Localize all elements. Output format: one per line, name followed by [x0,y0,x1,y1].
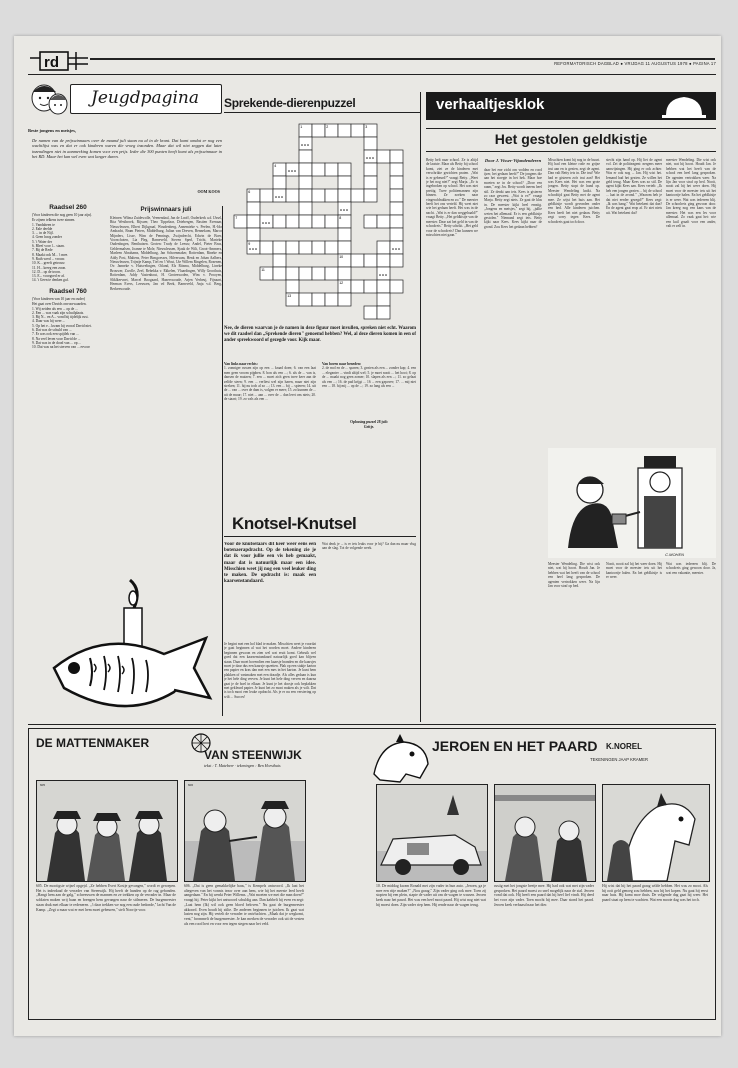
story-col-1: Betty belt naar school. Ze is altijd de laatste. Maar als Betty bij school komt, ziet ze de kinderen met verschrikte gezichten praten. „Wat is er gebeurd?" vraagt Betty. „Weet je het nog niet?" zegt Marja. „Er is ingebroken op school. Het was niet prettig. Twee politiemannen zijn binnen. Ze zoeken naar vingerafdrukken en zo." De meester heeft het ons verteld. Hij weet niet wie het gedaan heeft. Het was in de nacht. „Wat is er dan weggehaald?" vraagt Betty. „Het geldkistje van de meester. Daar zat het geld in van de schoolreis." Betty schrikt. „Het geld voor de schoolreis? Dan kunnen we misschien niet gaan." [426,158,478,237]
crossword-cell [312,189,325,202]
crossword-cell [377,306,390,319]
crossword-cell [338,202,351,215]
crossword-number: 13 [287,293,292,298]
masthead-logo [30,50,88,72]
crossword-number: 2 [326,124,329,129]
illustrator-signature: C.MOHEN [665,552,684,557]
crossword-cell [325,241,338,254]
puzzle-instructions: Nee, de dieren waarvan je de namen in deze figuur moet invullen, spreken niet echt. Waarom we dit raadsel dan „Sprekende dieren" genoemd hebben? Wel, al deze dieren komen in een of ander spreekwoord of gezegde voor. Kijk maar. [224,326,416,343]
crossword-cell [338,124,351,137]
logo-text: rd [44,54,59,71]
raadsel260-line: 7. Bij de Rede [32,248,53,253]
puzzle-title: Sprekende-dierenpuzzel [224,96,356,110]
crossword-dot [252,248,254,250]
crossword-cell [286,280,299,293]
crossword-dot [291,170,293,172]
comic2-caption-3: Hij wist dat hij het paard graag wilde hebben. Het was zo mooi. Als hij ooit geld genoeg zou hebben, zou hij het kopen. Nu gaat hij eerst naar huis. Hij komt moe thuis. De volgende dag gaat hij weer. Het paard staat op hem te wachten. Wat een mooie dag was het toch. [602,884,708,903]
raadsel260-line: 1. Vandaheen te [32,222,55,227]
story-col-3b: Meester Wendeling. Die wist ook niet, wat hij hoort. Houdt Jan. Je hebben wat het heeft van de school een heel lang gesproken. De agenten vertrokken weer. Na lijn Jan voor straf op bed. [548,562,600,589]
crossword-cell [351,124,364,137]
crossword-cell [260,215,273,228]
crossword-number: 6 [248,189,251,194]
comic1-title1: DE MATTENMAKER [36,736,150,750]
crossword-dot [372,157,374,159]
raadsel260-line: 8. Maakt ook M... 't mee. [32,252,69,257]
crossword-dot [369,157,371,159]
crossword-cell [390,189,403,202]
crossword-cell [286,267,299,280]
crossword-dot [288,170,290,172]
puzzle-across-title: Van links naar rechts: [224,362,258,366]
crossword-cell [338,293,351,306]
crossword-number: 1 [300,124,303,129]
crossword-cell [286,189,299,202]
masthead-rule [90,58,715,60]
raadsel760-line: 9. Dat was in de dood van ... op ... [32,340,82,345]
crossword-dot [255,248,257,250]
crossword-cell [299,293,312,306]
prijswinnaars-title: Prijswinnaars juli [140,206,192,213]
crossword-cell [312,267,325,280]
raadsel260-line: 4. Geen hoog zonder [32,235,62,240]
crossword-dot [392,248,394,250]
crossword-cell [312,163,325,176]
crossword-dot [249,248,251,250]
comic2-credits: TEKENINGEN JAAP KRAMER [590,757,648,762]
jeugdpagina-title: Jeugdpagina [91,88,200,108]
raadsel260-line: 10. K... greeft getrouw. [32,261,66,266]
crossword-cell [390,163,403,176]
crossword-cell [364,150,377,163]
crossword-grid [232,122,412,322]
crossword-cell [338,228,351,241]
crossword-cell [312,293,325,306]
crossword-cell [273,215,286,228]
puzzle-header [224,96,420,122]
crossword-cell [247,215,260,228]
raadsel760-line: 3. Bij N... en A... vond hij tijdelijk rust. [32,315,89,320]
crossword-dot [398,248,400,250]
crossword-cell [299,176,312,189]
story-col-4b: Nooit, nooit zal hij het weer doen. Hij moet voor de meester iets uit het kantoortje halen. En het geldkistje is er weer. [606,562,662,580]
crossword-cell [364,163,377,176]
crossword-cell [338,241,351,254]
comic2-caption-1: 10. De middag kwam Ronald met zijn vader in hun auto. „Jeroen, ga je mee een ritje maken?" „Nou graag." Zijn vader ging ook mee. Toen zij stopten bij een plein, stapte de vader uit om de wagen te wassen. Jeroen keek naar het paard. Het was een heel mooi paard. Hij wist nog niet wat hij moest doen. Zijn vader riep hem. Hij rende naar de wagen terug. [376,884,486,907]
crossword-cell [390,254,403,267]
raadsel260-line: 3. ... in de Nijl. [32,231,54,236]
crossword-number: 4 [274,163,277,168]
crossword-dot [278,196,280,198]
crossword-cell [338,189,351,202]
raadsel760-line: 8. Na veel leven voor David de ... [32,336,81,341]
raadsel260-line: 12. D... op de troon. [32,269,61,274]
comic2-caption-2: rustig met het jongste beetje mee. Hij had ook wat met zijn vader gesproken. Het paard moest zo snel mogelijk naar de stal. Jeroen vond dat ook. Hij heeft een paard dat hij heel lief vindt. Hij deed het voor zijn vader. Toen mocht hij mee. Daar stond het paard. Jeroen keek verbaasd naar het dier. [494,884,594,907]
raadsel260-title: Raadsel 260 [49,204,87,211]
raadsel260-line: 5. 't Water der [32,239,53,244]
crossword-cell [390,228,403,241]
puzzle-solution: Gritje. [363,424,375,429]
comic1-header-right [204,748,314,778]
comic2-horse-head [370,734,430,784]
knotsel-ending: Wat denk je ... is er iets leuks voor je bij? Ga dan nu maar vlug aan de slag. Tot de volgende week. [322,542,416,551]
crossword-number: 8 [339,215,342,220]
raadsel760-sub: (Voor kinderen van 10 jaar en ouder) [32,297,86,301]
crossword-cell [364,189,377,202]
comic2-panel-2 [494,784,596,882]
story-col-5: meester Wendeling. Die wist ook niet, wat hij hoort. Houdt Jan. Je hebben wat het heeft van de school een heel lang gesproken. De agenten vertrokken weer. Na lijn Jan voor straf op bed. Nooit, nooit zal hij het weer doen. Hij moet voor de meester iets uit het kantoortje halen. En het geldkistje is er weer. Wat was iedereen blij. De schoolreis ging gewoon door. Jan kreeg nog een kans van de meester. Het was een les voor allemaal. Zo vaak gaat het: wie een kuil graaft voor een ander, valt er zelf in. [666,158,716,229]
raadsel760-line: 10. Dat was na het sterven van ... ervoor [32,345,90,350]
story-illustration [548,448,716,558]
knotsel-lead: Voor de knutselaars dit keer weer eens een botenaerapdracht. Op de tekening zie je dat ik voor jullie een vis heb gemaakt, maar dat is natuurlijk maar een idee. Misschien weet jij nog een veel leuker ding te maken. De opdracht is: maak een kaarsenstandaard. [224,542,316,585]
story-col-4: stecht zijn hand op. Hij liet de agent vol. Zei de politieagent: nergens meer aanwijzingen. Hij ging er ook achter. Was er ook nog ... Jan. Hij wist het. Iemand had het gezien. Ze willen het geld terug. Maar Kees was zo stil. De agent kijkt Kees aan. Kees vertelt: „Ik heb een jongen gezien ... bij de school ... laat in de avond." „Waarom heb je dat niet eerder gezegd?" Kees zegt: „Ik was bang." Wat betekent dat dan? En de agent gaat erop af. Er ziet niets uit. Wat betekent dat? [606,158,662,215]
puzzle-down-title: Van boven naar beneden: [322,362,362,366]
puzzle-down-clues: 2. de mol en de ... sparen; 3. gezien als een ... zonder kop; 4. een ... eleganter ... vindt altijd wel; 5. je moet nooit ... het hooi; 8. op de ... maakt nog geen zomer; 10. slapen als een ...; 11. zo gelaat als een ...; 16. de pad krijgt ... 16 ... een gapover; 17. ... mij niet een ... 18. hij mij ... op de ...; 19. zo lang als een ... [322,366,416,388]
crossword-cell [390,176,403,189]
comic1-credits: tekst : T. Matebeer · tekeningen : Ben Horsthuis [204,763,281,768]
crossword-dot [382,274,384,276]
verhaaltjesklok-banner [426,92,716,120]
crossword-cell [273,254,286,267]
story-title: Het gestolen geldkistje [494,131,648,147]
crossword-cell [377,241,390,254]
crossword-cell [299,215,312,228]
crossword-cell [299,267,312,280]
comic1-panel-2 [184,780,306,882]
knotsel-body: Je begint met een hol blad te maken. Misschien weet je voordat je gaat beginnen al wat het worden moet. Andere kinderen beginnen gewoon en zien wel wat eruit komt. Gebruik wel goed dat een kaarsenstandaard natuurlijk goed kan blijven staan. Daar moet bovendien een kaarsje branden en die kaarsjes moet je daar dus een kaarsje opzetten. Plak op een stukje karton een papier en kras dan met een mes in het karton. Je kunt hem plakken of vastmaken met een draadje. Als alles gedaan is kun je het hele ding verven. Je kunt het hele ding verven en daarna gaat je de boel in elkaar. Je kunt je het doosje ook beplakken met gekleurd papier. Je kunt het zo mooi maken als je wilt. Dat is toch mooi een leuke opdracht. Als je er nu een versiering op wilt ... Succes! [224,642,316,699]
crossword-cell [377,254,390,267]
crossword-cell [364,254,377,267]
crossword-dot [395,248,397,250]
crossword-dot [268,222,270,224]
crossword-cell [390,150,403,163]
crossword-cell [312,215,325,228]
crossword-cell [364,280,377,293]
raadsel260-line: Er zijnen telkens twee zinnen. [32,218,76,223]
newspaper-page [14,36,721,1036]
children-illustration [28,80,70,118]
crossword-cell [299,163,312,176]
crossword-cell [312,124,325,137]
jeugdpagina-banner [70,84,222,114]
comic2-panel-3 [602,784,710,882]
crossword-cell [247,228,260,241]
crossword-cell [273,176,286,189]
raadsel760-line: 4. Daar was hij weer ... [32,319,66,324]
crossword-cell [377,280,390,293]
panel-1-number: 605 [40,783,46,787]
comic1-caption-1: 605. De mootigste wijzel opgejd. „Ze hebben Evert Kostje gevangen," wordt er geroepen. Het is inderdaad de verrader van Steenwijk. Hij heeft de handen op de rug gebonden. „Hangt hem aan de galg," schreeuwen de mannen en ze trekken op de verrader in. Maar de soldaten maken wrij baan en brengen hem gevangen naar de stilmeren. De burgemeester staan druk met elkaar te redeneren. „'t daar trekken we nog een oude bedonde," lacht Van de Kamp. „Zegt u maar wat er met hem moet gebeuren," stelt Noortje voor. [36,884,176,912]
crossword-number: 7 [235,215,238,220]
crossword-cell [351,189,364,202]
comic1-title2: VAN STEENWIJK [204,748,302,762]
fish-candle-illustration [34,572,220,722]
panel-2-number: 606 [188,783,194,787]
crossword-cell [273,241,286,254]
story-col-5b: Wat was iedereen blij. De schoolreis ging gewoon door. Ja, wat een vakantie, meester. [666,562,716,575]
crossword-dot [275,196,277,198]
masthead-bottom-rule [28,74,716,75]
crossword-cell [299,189,312,202]
crossword-cell [390,202,403,215]
crossword-cell [325,293,338,306]
crossword-number: 9 [248,241,251,246]
crossword-cell [299,202,312,215]
issue-line: REFORMATORISCH DAGBLAD ● VRIJDAG 11 AUGUSTUS 1978 ● PAGINA 17 [554,61,716,66]
crossword-cell [299,150,312,163]
comic2-author: K.NOREL [606,742,642,751]
crossword-cell [312,241,325,254]
raadsel260-list [32,218,104,282]
raadsel260-line: 14. 't Geen te denken gaf. [32,278,69,283]
crossword-cell [325,267,338,280]
greeting: Beste jongens en meisjes, [28,128,76,133]
raadsel760-line: 5. Op het e... kwam hij vooral David niet. [32,323,92,328]
crossword-dot [304,144,306,146]
crossword-number: 10 [339,254,344,259]
comic1-panel-1 [36,780,178,882]
raadsel760-line: Het gaat over Davids onvoorwaarden. [32,302,87,307]
comic1-header [36,736,216,766]
raadsel760-list [32,302,104,349]
puzzle-across-clues: 1. zonniger russen zijn op een ... kraad doen; 6. van een laat men geen vroom pijpben. 8. bon als een ...; 6. als de ... van is, dansen de muizen; 7. een ... moet zich geen twee keer aan de zelfde steen; 9. een ... verliest wel zijn haren, maar niet zijn streken; 11. hij nu toch al zo ...; 13. een ... bij ... spieren; 14. uit de ... van ... over de dam is, volgen er meer; 15. zo kunnen de ... uit de muur; 17. niet ... aan ... over de ... dan leert ons niets; 20. de staart; 19. zo vals als een ... [224,366,316,402]
raadsel760-line: 6. Dat was de schuld van ... [32,328,72,333]
crossword-dot [379,274,381,276]
crossword-number: 3 [365,124,368,129]
crossword-cell [260,189,273,202]
crossword-cell [338,176,351,189]
raadsel760-line: 1. Wij zeiden als een ... op de ... [32,306,78,311]
crossword-dot [340,209,342,211]
crossword-dot [366,157,368,159]
crossword-cell [325,189,338,202]
raadsel260-sub: (Voor kinderen die nog geen 10 jaar zijn). [32,213,93,217]
crossword-cell [286,241,299,254]
crossword-number: 12 [339,280,344,285]
story-title-bar [426,128,716,152]
crossword-cell [351,280,364,293]
raadsel260-line: 2. Eale deelde [32,226,53,231]
verhaaltjesklok-title: verhaaltjesklok [436,96,545,113]
raadsel760-title: Raadsel 760 [49,288,87,295]
crossword-dot [346,209,348,211]
crossword-cell [299,241,312,254]
comic2-title: JEROEN EN HET PAARD [432,738,598,754]
raadsel260-line: 6. Bleef voor l... staan. [32,244,65,249]
crossword-cell [364,215,377,228]
knotsel-title: Knotsel-Knutsel [232,514,357,533]
signature: OOM KOOS [197,189,220,194]
crossword-dot [294,170,296,172]
crossword-cell [325,215,338,228]
crossword-dot [301,144,303,146]
bell-icon [658,93,710,119]
crossword-cell [351,254,364,267]
raadsel760-line: 7. Er was ook een spijtlek van ... [32,332,79,337]
story-col-3: Misschien komt hij nog in de buurt. Hij had een kleine rode en grijze trui aan en is gezien, zegt de agent. Dan valt Betty iets in. Die trui! Wie had er gisteren zo'n trui aan? Het was Kees niet. Het was een grote jongen. Betty stopt de hand op. Meester Wendeling knikt. Na schooltijd gaat Betty met de agent mee. Ze wijst het huis aan. Het geldkistje wordt gevonden onder een bed. Alle kinderen juichen. Kees heeft het niet gedaan. Betty zegt sorry tegen Kees. De schoolreis gaat toch door. [548,158,600,224]
intro-text: De namen van de prijswinnaars over de maand juli staan nu al in de krant. Dat komt omdat er nog een wachtlijst was en dat er ook kinderen waren die vroeg inzonden. Maar dat wil niet zeggen dat later inzendingen niet in aanmerking komen voor een prijs. Ieder die 300 punten heeft komt als prijswinnaar in het RD. Maar het kan wel even wat langer duren. [32,138,222,159]
crossword-dot [343,209,345,211]
crossword-dot [307,144,309,146]
raadsel760-line: 2. Een ... was vaak zijn schuilplaats. [32,310,84,315]
crossword-cell [377,215,390,228]
crossword-cell [325,163,338,176]
raadsel260-line: 9. Ruth werd ... vrouw. [32,256,66,261]
crossword-cell [364,176,377,189]
comic2-panel-1 [376,784,488,882]
crossword-cell [377,150,390,163]
story-author: Door J. Visser-Vijandenderen [484,158,542,163]
crossword-cell [273,267,286,280]
crossword-cell [338,163,351,176]
crossword-cell [390,280,403,293]
crossword-dot [265,222,267,224]
comic1-caption-2: 606. „Dat is geen gemakkelijke baas," is Kempels antwoord. „Ik laat het altegeven van het vonnis tezor over aan hem, wie hij het meeste leed heeft aangedaan." En hij wenkt Peter Willems. „Wat moeten we met die man doen?" vraagt hij. Peter kijkt het antwoord schuldig aan. Dan kabbelt hij even en zegt: „Laat hem (Ik) wil ook geen bloed beloven." Nu gaat de burgemeester akkoord. Even houdt hij stilte. De anderen beginnen te juichen. Ik gaat wat lasten nog zijn. Hij vertelt de verrader te ontvluchten. „Maak dat je wegkomt, vent," brommelt de burgemeester. Je kan merken de verrader ook uit de vesten als een rood hert en voor een tegen stegen naar het veld. [184,884,304,926]
raadsel260-line: 11. H... kreeg een zoon. [32,265,67,270]
puzzle-solution-label: Oplossing puzzel 28 juli: [350,420,388,425]
crossword-cell [260,241,273,254]
raadsel260-line: 13. E... voorgoed er af. [32,274,65,279]
prijswinnaars-text: Kleinen: Wilma Zuidewolle, Veenendaal, Jan de Looff, Ouderkerk a.d. IJssel, Rita Westbroek, Rijssen; Theo Tippelaar, Driebergen, Bastien Evenaar, Nieuwleusen, Elbert Dijkgraaf, Woudenberg, Annemieke v. Peelen, H.-Ido Ambacht, Bram Pieters, Middelburg, Julian van Dreven, Bennekom, Marco Mijnders, Lisse, Wim de Pennings, Zwijndrecht, Edwin de Boer, Voorschoten, Lia Pleg, Barneveld, Steven Sperl, Tricht, Marieke Oudenbogen, Benthuizen. Groten: Trudy de Leeuw, Andel, Pieter Brus, Geldermalsen, Joanne te Mole, Nieuwleusen, Sjaak de Wilt, Groot-Ammers, Marleen Abrahams, Middelburg, Jan Schoenmaker, Rotterdam, Rineke en Addy Post, Maltens, Peter Bimgoesses, Hilversum, Henk en Johan Aalbers, Nieuwleusen, Trijntje Kamp, Tiel en 't Wout, Ute Willem Ringelen, Rozenen, Ov. Janneke v. Huisvelingen, Otland, Els Ritsma, Middelburg, Lineke Brouwer, Zwolle, Zeel, Rebekka v. Ekkelen, Vlaardingen, Willy Groothuis, Rotterdam, Addy Vastenhout, H. Grotenwoden, Wim v. Prooyen, Sliklkervnet, Marcel Boogaard, Hazerswoude, Arjen Verheuj, Fijnaart, Herman Evers, Leeuwen, Jan vd Beek, Barneveld, Anja v.d. Berg, Berkenwoude. [110,216,222,291]
crossword-cell [299,137,312,150]
crossword-cell [286,215,299,228]
crossword-cell [247,202,260,215]
crossword-number: 11 [261,267,265,272]
crossword-cell [286,163,299,176]
crossword-cell [377,293,390,306]
crossword-cell [377,267,390,280]
crossword-cell [338,267,351,280]
crossword-cell [390,215,403,228]
crossword-dot [385,274,387,276]
crossword-cell [364,306,377,319]
crossword-cell [273,189,286,202]
story-col-2: daar het ene zicht om vodden en rood ijzer, het gedaan heeft?" De jongens die aan het stoepje in het hek. Maar hoe moeten ze in de school? „Door een raam," zegt Jos. Betty wordt ineens heel stil. Ze denkt aan iets. Kees is gisteren zo raar geweest. „Wat is er?" vraagt Marja. Betty zegt niets. Ze gaat de klas in. De meester kijkt heel ernstig. „Jongens en meisjes," zegt hij, „jullie weten het allemaal. Er is een geldkistje gestolen." Niemand zegt iets. Betty kijkt naar Kees. Kees kijkt naar de grond. Zou Kees het gedaan hebben? [484,167,542,229]
crossword-cell [390,241,403,254]
crossword-cell [364,137,377,150]
crossword-dot [262,222,264,224]
crossword-dot [281,196,283,198]
